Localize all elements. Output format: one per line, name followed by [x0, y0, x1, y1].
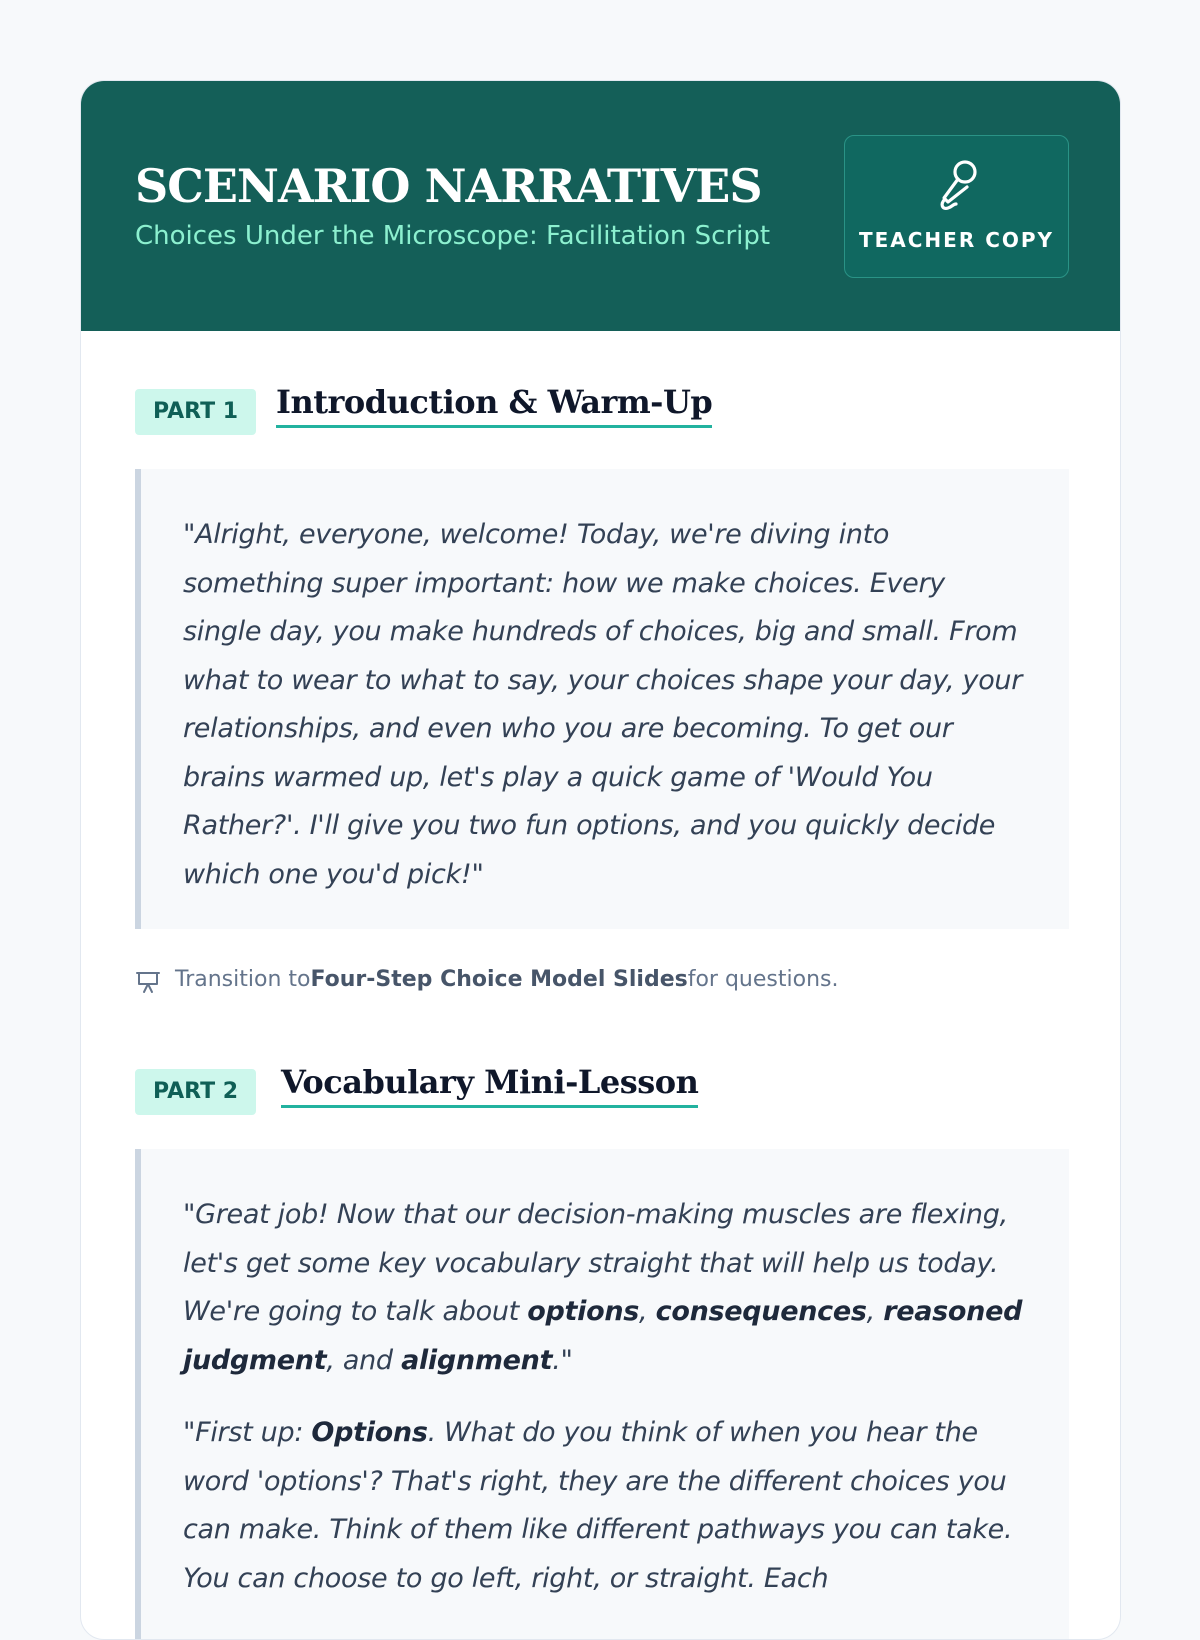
script-quote: [135, 469, 1069, 929]
vocab-term: reasoned judgment: [183, 1296, 1023, 1376]
part-pill: PART 1: [135, 389, 256, 435]
note-suffix: for questions.: [687, 967, 839, 992]
page-subtitle: Choices Under the Microscope: Facilitation Script: [135, 221, 771, 251]
page-title: SCENARIO NARRATIVES: [135, 159, 762, 213]
note-slide-link: Four-Step Choice Model Slides: [310, 967, 688, 992]
note-prefix: Transition to: [175, 967, 311, 992]
part-title: Vocabulary Mini-Lesson: [281, 1063, 698, 1108]
vocab-term: alignment: [401, 1344, 553, 1376]
vocab-term: Options: [311, 1417, 428, 1448]
script-paragraph: "First up: Options. What do you think of when you hear the word 'options'? That's right, they are the different choices you can make. Think of them like different pathways you can take. You can choose to go left, right, or straight. Each: [183, 1417, 1013, 1594]
vocab-term: options: [527, 1296, 640, 1327]
script-card: [80, 80, 1121, 1640]
script-quote: [135, 1149, 1069, 1640]
part-pill: PART 2: [135, 1069, 256, 1115]
script-paragraph: "Great job! Now that our decision-making muscles are flexing, let's get some key vocabulary straight that will help us today. We're going to talk about options, consequences, reasoned judgment, and alignment.": [183, 1199, 1023, 1376]
teacher-copy-badge: [844, 135, 1069, 278]
vocab-term: consequences: [655, 1296, 867, 1327]
badge-label: TEACHER COPY: [858, 228, 1055, 252]
script-paragraph: "Alright, everyone, welcome! Today, we're diving into something super important: how we make choices. Every single day, you make hundreds of choices, big and small. From what to wear to what to say, your choices shape your day, your relationships, and even who you are becoming. To get our brains warmed up, let's play a quick game of 'Would You Rather?'. I'll give you two fun options, and you quickly decide which one you'd pick!": [183, 519, 1023, 890]
microphone-icon: [936, 158, 980, 212]
part-title: Introduction & Warm-Up: [276, 383, 712, 428]
page-header: [81, 81, 1120, 331]
presentation-icon: [135, 969, 161, 995]
